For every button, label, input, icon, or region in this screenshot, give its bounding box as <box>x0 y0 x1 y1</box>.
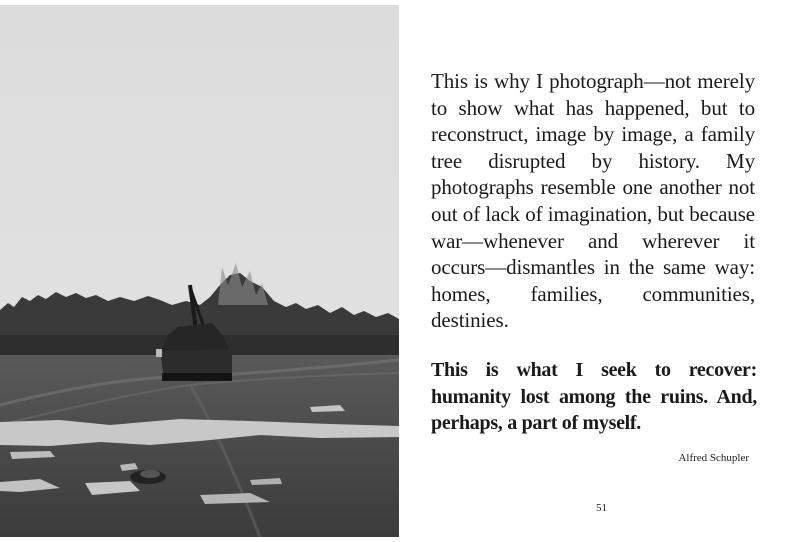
photo-illustration <box>0 5 399 537</box>
text-column <box>431 68 755 334</box>
body-paragraph: This is why I photograph—not merely to show what has happened, but to reconstruct, image by image, a family tree disrupted by history. My photographs resemble one another not out of lack of imagination, but because war—whenever and wherever it occurs—dismantles in the same way: homes, families, communities, destinies. <box>431 69 755 333</box>
author-signature: Alfred Schupler <box>678 452 749 464</box>
emphasis-paragraph: This is what I seek to recover: humanity lost among the ruins. And, perhaps, a part of myself. <box>431 359 757 435</box>
page-number: 51 <box>596 502 607 514</box>
photograph-wrecked-vehicle-field <box>0 5 399 537</box>
